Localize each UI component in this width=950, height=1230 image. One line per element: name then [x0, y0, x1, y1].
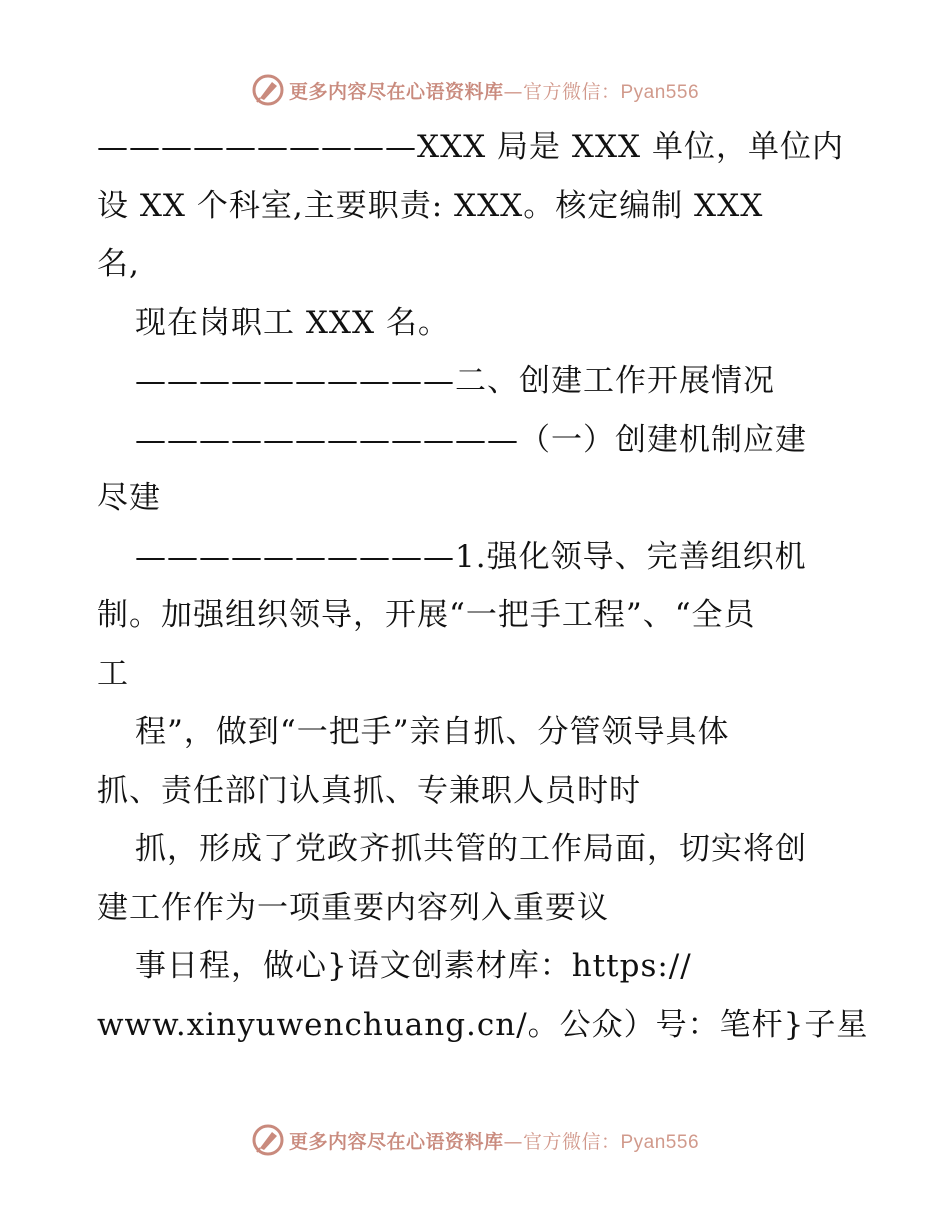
header-contact-id: Pyan556 [620, 81, 700, 103]
text-line: 事日程，做心}语文创素材库：https:// [135, 948, 692, 984]
pen-nib-logo-icon [251, 1123, 285, 1157]
footer-contact-label: 官方微信： [522, 1130, 621, 1153]
footer-banner [0, 1120, 950, 1160]
header-brand: 更多内容尽在心语资料库 [288, 80, 504, 103]
text-line: ——————————XXX 局是 XXX 单位，单位内 [97, 129, 844, 165]
footer-separator: — [503, 1130, 523, 1153]
text-line: 设 XX 个科室,主要职责: XXX。核定编制 XXX [97, 187, 764, 224]
pen-nib-logo-icon [251, 73, 285, 107]
footer-contact-id: Pyan556 [620, 1131, 700, 1153]
text-line: 抓，形成了党政齐抓共管的工作局面，切实将创 [135, 831, 807, 867]
text-line: 尽建 [97, 480, 161, 516]
text-line: ——————————1.强化领导、完善组织机 [135, 538, 807, 575]
text-line: www.xinyuwenchuang.cn/。公众）号：笔杆}子星 [97, 1006, 869, 1043]
text-line: 现在岗职工 XXX 名。 [135, 304, 450, 341]
text-line: 名, [97, 246, 140, 282]
document-body [97, 118, 867, 1054]
text-line: 程”，做到“一把手”亲自抓、分管领导具体 [135, 714, 730, 750]
footer-banner-text [289, 1127, 699, 1154]
header-separator: — [503, 80, 523, 103]
header-banner [0, 70, 950, 110]
text-line: 建工作作为一项重要内容列入重要议 [97, 889, 609, 926]
text-line: ——————————二、创建工作开展情况 [135, 363, 775, 399]
text-line: 抓、责任部门认真抓、专兼职人员时时 [97, 772, 641, 809]
footer-brand: 更多内容尽在心语资料库 [288, 1130, 504, 1153]
text-line: ————————————（一）创建机制应建 [135, 421, 807, 458]
header-banner-text [289, 77, 699, 104]
text-line: 制。加强组织领导，开展“一把手工程”、“全员 [97, 597, 756, 633]
header-contact-label: 官方微信： [522, 80, 621, 103]
text-line: 工 [97, 655, 129, 692]
